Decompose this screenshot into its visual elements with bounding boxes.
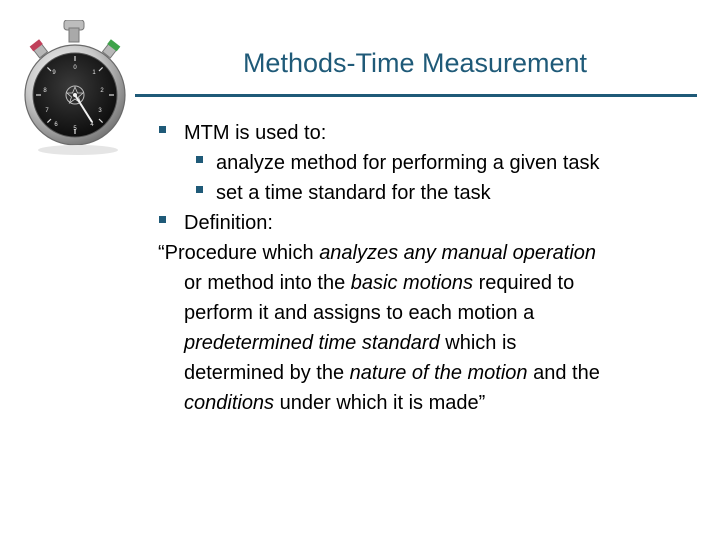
bullet-text: MTM is used to: <box>184 122 327 144</box>
square-bullet-icon <box>159 216 166 223</box>
definition-line <box>158 238 703 268</box>
definition-text: perform it and assigns to each motion a <box>184 302 535 324</box>
definition-emphasis: conditions <box>184 392 275 414</box>
svg-text:2: 2 <box>100 88 104 94</box>
slide-title: Methods-Time Measurement <box>242 48 588 78</box>
svg-text:1: 1 <box>92 70 96 76</box>
definition-text: or method into the <box>184 272 351 294</box>
definition-emphasis: nature of the motion <box>349 362 528 384</box>
square-bullet-icon <box>196 156 203 163</box>
svg-text:4: 4 <box>90 122 94 128</box>
definition-text: required to <box>473 272 575 294</box>
svg-text:5: 5 <box>73 126 77 132</box>
definition-emphasis: analyzes any manual operation <box>319 242 597 264</box>
svg-text:3: 3 <box>98 108 102 114</box>
definition-emphasis: predetermined time standard <box>184 332 440 354</box>
definition-text: determined by the <box>184 362 350 384</box>
svg-text:7: 7 <box>45 108 49 114</box>
sub-bullet-text: set a time standard for the task <box>216 182 491 204</box>
definition-text: “Procedure which <box>158 242 320 264</box>
svg-text:0: 0 <box>73 65 77 71</box>
definition-line <box>158 358 703 388</box>
slide-body <box>158 118 703 418</box>
svg-text:8: 8 <box>43 88 47 94</box>
title-divider <box>135 94 697 97</box>
bullet-item <box>158 118 703 148</box>
definition-line <box>158 328 703 358</box>
sub-bullet-item <box>158 178 703 208</box>
square-bullet-icon <box>196 186 203 193</box>
stopwatch-icon <box>20 20 130 178</box>
svg-text:6: 6 <box>54 122 58 128</box>
bullet-text: Definition: <box>184 212 273 234</box>
sub-bullet-text: analyze method for performing a given task <box>216 152 600 174</box>
definition-line <box>158 268 703 298</box>
definition-line <box>158 388 703 418</box>
sub-bullet-item <box>158 148 703 178</box>
definition-text: and the <box>527 362 600 384</box>
bullet-item <box>158 208 703 238</box>
definition-text: under which it is made” <box>274 392 486 414</box>
definition-text: which is <box>439 332 517 354</box>
svg-text:9: 9 <box>52 70 56 76</box>
definition-line <box>158 298 703 328</box>
definition-emphasis: basic motions <box>350 272 474 294</box>
square-bullet-icon <box>159 126 166 133</box>
